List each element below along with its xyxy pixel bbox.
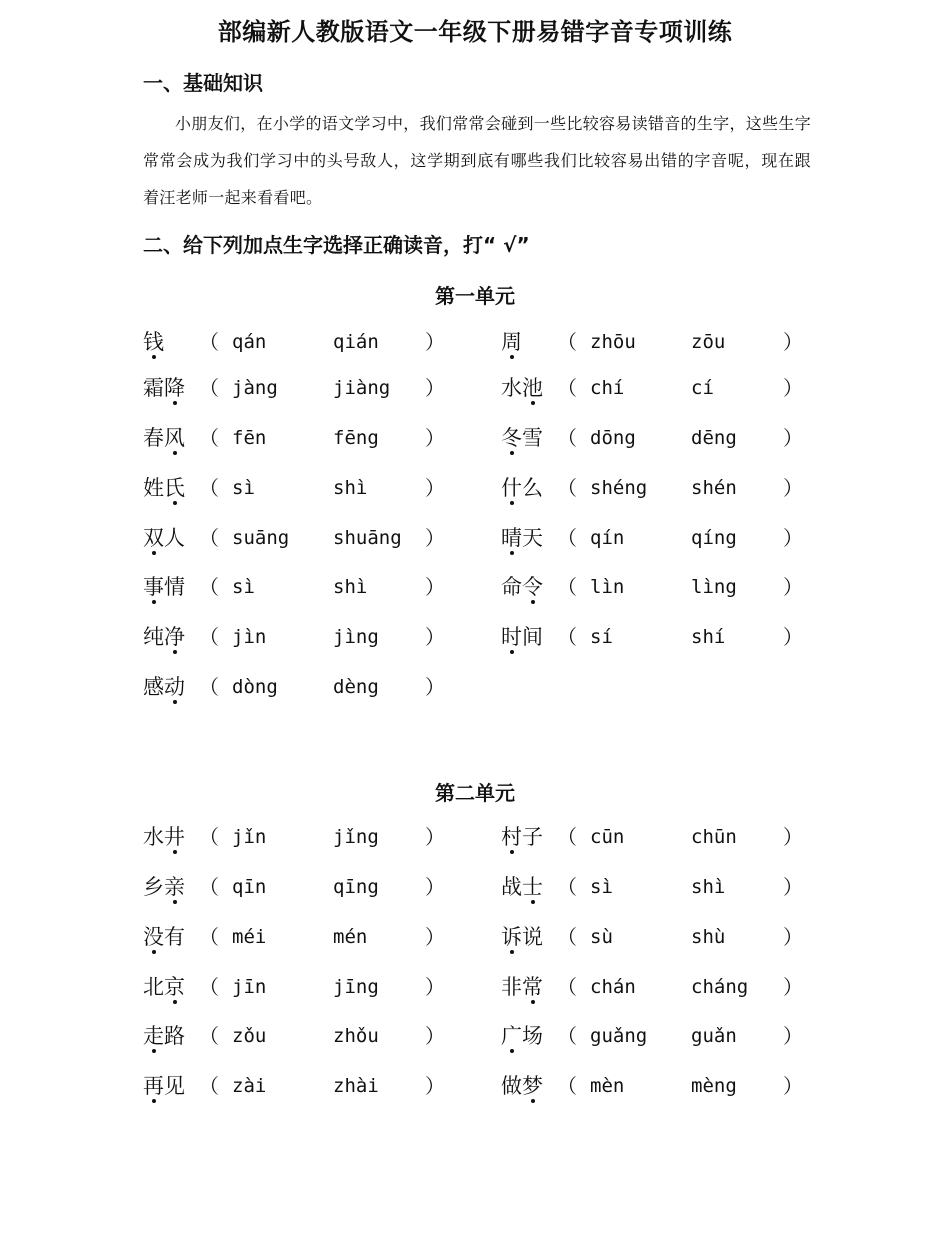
right-paren: ） — [425, 925, 445, 949]
dotted-char: 什 — [501, 476, 522, 500]
word — [501, 421, 543, 455]
word-char: 天 — [522, 526, 543, 550]
right-paren: ） — [783, 975, 803, 999]
left-paren: （ — [557, 575, 577, 599]
pinyin-option[interactable]: lìng — [691, 576, 737, 598]
word-char: 情 — [164, 575, 185, 599]
pinyin-option[interactable]: dēng — [691, 427, 737, 449]
left-paren: （ — [557, 476, 577, 500]
dotted-char: 氏 — [164, 476, 185, 500]
pinyin-option[interactable]: cūn — [590, 826, 625, 848]
pinyin-option[interactable]: méi — [232, 926, 267, 948]
pinyin-option[interactable]: mèng — [691, 1075, 737, 1097]
dotted-char: 常 — [522, 975, 543, 999]
pinyin-option[interactable]: qīng — [333, 876, 379, 898]
pinyin-option[interactable]: zhōu — [590, 331, 636, 353]
word-char: 做 — [501, 1074, 522, 1098]
right-paren: ） — [425, 575, 445, 599]
dotted-char: 风 — [164, 426, 185, 450]
pinyin-option[interactable]: sì — [590, 876, 613, 898]
pinyin-option[interactable]: fēng — [333, 427, 379, 449]
section-basic-knowledge-heading: 一、基础知识 — [143, 71, 263, 95]
word-char: 命 — [501, 575, 522, 599]
right-paren: ） — [425, 825, 445, 849]
right-paren: ） — [783, 875, 803, 899]
left-paren: （ — [199, 426, 219, 450]
word — [501, 371, 543, 405]
word — [501, 620, 543, 654]
left-paren: （ — [557, 1024, 577, 1048]
pinyin-option[interactable]: zōu — [691, 331, 726, 353]
word — [143, 371, 185, 405]
pinyin-option[interactable]: qīn — [232, 876, 267, 898]
word — [143, 870, 185, 904]
word-char: 战 — [501, 875, 522, 899]
right-paren: ） — [425, 376, 445, 400]
word — [143, 670, 185, 704]
left-paren: （ — [557, 376, 577, 400]
word — [143, 820, 185, 854]
word — [501, 325, 522, 359]
dotted-char: 村 — [501, 825, 522, 849]
section-pronunciation-heading: 二、给下列加点生字选择正确读音，打“ √” — [143, 233, 530, 257]
word — [143, 1069, 185, 1103]
right-paren: ） — [783, 526, 803, 550]
dotted-char: 亲 — [164, 875, 185, 899]
right-paren: ） — [783, 925, 803, 949]
word-char: 水 — [501, 376, 522, 400]
pinyin-option[interactable]: shí — [691, 626, 726, 648]
dotted-char: 令 — [522, 575, 543, 599]
pinyin-option[interactable]: jìng — [333, 626, 379, 648]
word — [501, 1069, 543, 1103]
word — [501, 970, 543, 1004]
dotted-char: 双 — [143, 526, 164, 550]
pinyin-option[interactable]: zǒu — [232, 1025, 267, 1047]
pinyin-option[interactable]: jiàng — [333, 377, 391, 399]
pinyin-option[interactable]: jǐng — [333, 826, 379, 848]
word-char: 乡 — [143, 875, 164, 899]
dotted-char: 士 — [522, 875, 543, 899]
word-char: 纯 — [143, 625, 164, 649]
word-char: 路 — [164, 1024, 185, 1048]
right-paren: ） — [783, 1024, 803, 1048]
pinyin-option[interactable]: sì — [232, 477, 255, 499]
dotted-char: 净 — [164, 625, 185, 649]
dotted-char: 冬 — [501, 426, 522, 450]
right-paren: ） — [425, 330, 445, 354]
pinyin-option[interactable]: mén — [333, 926, 368, 948]
word-char: 春 — [143, 426, 164, 450]
unit1-title: 第一单元 — [435, 284, 515, 308]
left-paren: （ — [557, 625, 577, 649]
pinyin-option[interactable]: shì — [333, 576, 368, 598]
unit2-title: 第二单元 — [435, 781, 515, 805]
word — [501, 521, 543, 555]
left-paren: （ — [199, 476, 219, 500]
left-paren: （ — [557, 330, 577, 354]
dotted-char: 京 — [164, 975, 185, 999]
pinyin-option[interactable]: mèn — [590, 1075, 625, 1097]
left-paren: （ — [557, 526, 577, 550]
dotted-char: 时 — [501, 625, 522, 649]
word-char: 说 — [522, 925, 543, 949]
word-char: 见 — [164, 1074, 185, 1098]
word-char: 有 — [164, 925, 185, 949]
left-paren: （ — [199, 825, 219, 849]
pinyin-option[interactable]: qián — [333, 331, 379, 353]
left-paren: （ — [199, 330, 219, 354]
word-char: 北 — [143, 975, 164, 999]
word-char: 姓 — [143, 476, 164, 500]
left-paren: （ — [199, 1074, 219, 1098]
dotted-char: 梦 — [522, 1074, 543, 1098]
right-paren: ） — [425, 975, 445, 999]
left-paren: （ — [199, 526, 219, 550]
right-paren: ） — [783, 376, 803, 400]
pinyin-option[interactable]: chán — [590, 976, 636, 998]
left-paren: （ — [199, 675, 219, 699]
left-paren: （ — [199, 625, 219, 649]
right-paren: ） — [425, 426, 445, 450]
intro-paragraph: 小朋友们，在小学的语文学习中，我们常常会碰到一些比较容易读错音的生字，这些生字常常会成为我们学习中的头号敌人，这学期到底有哪些我们比较容易出错的字音呢，现在跟着汪老师一起来看看吧。 — [143, 114, 811, 207]
pinyin-option[interactable]: qíng — [691, 527, 737, 549]
left-paren: （ — [199, 1024, 219, 1048]
word-char: 雪 — [522, 426, 543, 450]
dotted-char: 走 — [143, 1024, 164, 1048]
word — [501, 570, 543, 604]
dotted-char: 池 — [522, 376, 543, 400]
pinyin-option[interactable]: shì — [691, 876, 726, 898]
word — [143, 521, 185, 555]
dotted-char: 晴 — [501, 526, 522, 550]
word-char: 子 — [522, 825, 543, 849]
left-paren: （ — [557, 925, 577, 949]
word-char: 人 — [164, 526, 185, 550]
dotted-char: 井 — [164, 825, 185, 849]
left-paren: （ — [557, 875, 577, 899]
dotted-char: 广 — [501, 1024, 522, 1048]
word-char: 间 — [522, 625, 543, 649]
right-paren: ） — [783, 330, 803, 354]
right-paren: ） — [425, 1024, 445, 1048]
pinyin-option[interactable]: fēn — [232, 427, 267, 449]
right-paren: ） — [783, 825, 803, 849]
pinyin-option[interactable]: sì — [232, 576, 255, 598]
word — [143, 421, 185, 455]
word — [501, 1019, 543, 1053]
dotted-char: 周 — [501, 330, 522, 354]
word-char: 霜 — [143, 376, 164, 400]
pinyin-option[interactable]: qán — [232, 331, 267, 353]
pinyin-option[interactable]: guǎng — [590, 1025, 648, 1047]
left-paren: （ — [199, 575, 219, 599]
word-char: 感 — [143, 675, 164, 699]
right-paren: ） — [425, 675, 445, 699]
word — [143, 620, 185, 654]
word-char: 水 — [143, 825, 164, 849]
word — [501, 820, 543, 854]
pinyin-option[interactable]: shì — [333, 477, 368, 499]
pinyin-option[interactable]: dèng — [333, 676, 379, 698]
left-paren: （ — [199, 376, 219, 400]
word — [143, 970, 185, 1004]
dotted-char: 没 — [143, 925, 164, 949]
pinyin-option[interactable]: zhài — [333, 1075, 379, 1097]
right-paren: ） — [425, 875, 445, 899]
page-title: 部编新人教版语文一年级下册易错字音专项训练 — [217, 18, 733, 46]
left-paren: （ — [199, 975, 219, 999]
dotted-char: 诉 — [501, 925, 522, 949]
right-paren: ） — [425, 1074, 445, 1098]
pinyin-option[interactable]: jǐn — [232, 826, 267, 848]
left-paren: （ — [557, 1074, 577, 1098]
pinyin-option[interactable]: lìn — [590, 576, 625, 598]
pinyin-option[interactable]: shù — [691, 926, 726, 948]
right-paren: ） — [425, 476, 445, 500]
word — [143, 920, 185, 954]
pinyin-option[interactable]: jīn — [232, 976, 267, 998]
word — [143, 325, 164, 359]
pinyin-option[interactable]: dòng — [232, 676, 278, 698]
dotted-char: 动 — [164, 675, 185, 699]
word — [143, 1019, 185, 1053]
pinyin-option[interactable]: chūn — [691, 826, 737, 848]
pinyin-option[interactable]: jīng — [333, 976, 379, 998]
pinyin-option[interactable]: zài — [232, 1075, 267, 1097]
word — [501, 920, 543, 954]
right-paren: ） — [783, 575, 803, 599]
right-paren: ） — [425, 625, 445, 649]
dotted-char: 事 — [143, 575, 164, 599]
left-paren: （ — [557, 426, 577, 450]
word — [501, 870, 543, 904]
pinyin-option[interactable]: shuāng — [333, 527, 402, 549]
right-paren: ） — [425, 526, 445, 550]
pinyin-option[interactable]: jàng — [232, 377, 278, 399]
dotted-char: 钱 — [143, 330, 164, 354]
word — [143, 570, 185, 604]
left-paren: （ — [557, 975, 577, 999]
pinyin-option[interactable]: cí — [691, 377, 714, 399]
pinyin-option[interactable]: sù — [590, 926, 613, 948]
word-char: 场 — [522, 1024, 543, 1048]
pinyin-option[interactable]: chí — [590, 377, 625, 399]
right-paren: ） — [783, 625, 803, 649]
pinyin-option[interactable]: cháng — [691, 976, 749, 998]
pinyin-option[interactable]: zhǒu — [333, 1025, 379, 1047]
dotted-char: 再 — [143, 1074, 164, 1098]
left-paren: （ — [199, 925, 219, 949]
pinyin-option[interactable]: dōng — [590, 427, 636, 449]
pinyin-option[interactable]: guǎn — [691, 1025, 737, 1047]
left-paren: （ — [199, 875, 219, 899]
word — [501, 471, 543, 505]
word-char: 么 — [522, 476, 543, 500]
dotted-char: 降 — [164, 376, 185, 400]
left-paren: （ — [557, 825, 577, 849]
right-paren: ） — [783, 426, 803, 450]
right-paren: ） — [783, 476, 803, 500]
pinyin-option[interactable]: sí — [590, 626, 613, 648]
pinyin-option[interactable]: qín — [590, 527, 625, 549]
word-char: 非 — [501, 975, 522, 999]
word — [143, 471, 185, 505]
pinyin-option[interactable]: shén — [691, 477, 737, 499]
right-paren: ） — [783, 1074, 803, 1098]
pinyin-option[interactable]: suāng — [232, 527, 290, 549]
pinyin-option[interactable]: jìn — [232, 626, 267, 648]
pinyin-option[interactable]: shéng — [590, 477, 648, 499]
